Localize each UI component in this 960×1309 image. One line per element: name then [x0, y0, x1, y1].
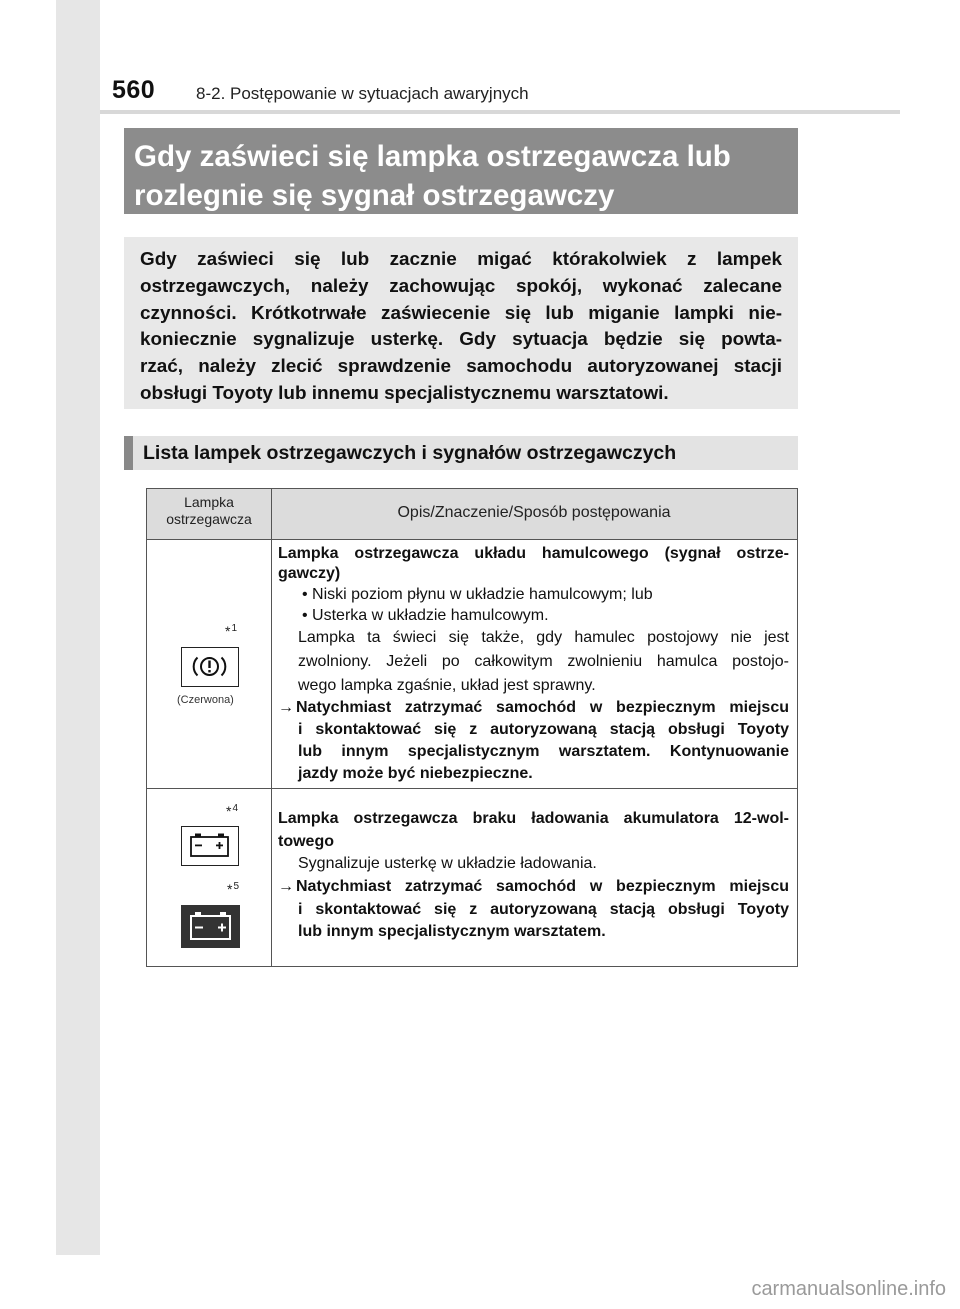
- table-header-lamp-line2: ostrzegawcza: [166, 511, 252, 527]
- row2-title-line2: towego: [278, 833, 334, 850]
- table-header-row: [147, 489, 797, 540]
- intro-line: koniecznie sygnalizuje usterkę. Gdy sytuacja będzie się powta-: [140, 329, 782, 351]
- warning-lights-table: [146, 488, 798, 967]
- subsection-heading: Lista lampek ostrzegawczych i sygnałów ostrzegawczych: [124, 436, 798, 470]
- row1-action-line3: lub innym specjalistycznym warsztatem. Kontynuowanie: [298, 743, 789, 760]
- row2-action-line1: Natychmiast zatrzymać samochód w bezpiecznym miejscu: [296, 878, 789, 895]
- row2-title-line1: Lampka ostrzegawcza braku ładowania akumulatora 12-wol-: [278, 810, 789, 827]
- title-line-2: rozlegnie się sygnał ostrzegawczy: [134, 179, 615, 212]
- title-line-1: Gdy zaświeci się lampka ostrzegawcza lub: [134, 140, 731, 173]
- footnote-marker: *$^1$: [225, 623, 238, 639]
- intro-line: ostrzegawczych, należy zachowując spokój, wykonać zalecane: [140, 275, 782, 297]
- intro-line: czynności. Krótkotrwałe zaświecenie się lub miganie lampki nie-: [140, 302, 782, 324]
- row1-action-line4: jazdy może być niebezpieczne.: [298, 765, 533, 782]
- row1-note-line1: Lampka ta świeci się także, gdy hamulec postojowy nie jest: [298, 629, 789, 646]
- row1-title-line2: gawczy): [278, 565, 341, 582]
- battery-warning-icon: [181, 905, 240, 948]
- footnote-marker: *$^5$: [227, 881, 240, 897]
- brake-warning-icon: [181, 647, 239, 687]
- section-title-box: [124, 128, 798, 214]
- row1-note-line3: wego lampka zgaśnie, układ jest sprawny.: [298, 677, 596, 694]
- watermark: carmanualsonline.info: [751, 1278, 946, 1300]
- lamp-color-caption: (Czerwona): [177, 694, 234, 706]
- row1-action-line1: Natychmiast zatrzymać samochód w bezpiecznym miejscu: [296, 699, 789, 716]
- intro-line: obsługi Toyoty lub innemu specjalistycznemu warsztatowi.: [140, 382, 669, 404]
- row-divider: [147, 788, 797, 789]
- row1-bullet: • Niski poziom płynu w układzie hamulcowym; lub: [302, 586, 653, 603]
- intro-line: Gdy zaświeci się lub zacznie migać którakolwiek z lampek: [140, 249, 782, 270]
- table-header-lamp: [147, 494, 271, 528]
- side-strip: [56, 0, 100, 1255]
- header-divider: [100, 110, 900, 114]
- row1-arrow-icon: →: [278, 699, 294, 716]
- intro-box: [124, 237, 798, 409]
- table-header-lamp-line1: Lampka: [184, 494, 234, 510]
- chapter-title: 8-2. Postępowanie w sytuacjach awaryjnych: [196, 84, 529, 103]
- row1-action-line2: i skontaktować się z autoryzowaną stacją obsługi Toyoty: [298, 721, 789, 738]
- page-number: 560: [112, 76, 156, 104]
- footnote-marker: *$^4$: [226, 803, 239, 819]
- table-header-description: Opis/Znaczenie/Sposób postępowania: [397, 504, 671, 521]
- row2-action-line3: lub innym specjalistycznym warsztatem.: [298, 923, 606, 940]
- row1-note-line2: zwolniony. Jeżeli po całkowitym zwolnieniu hamulca postojo-: [298, 653, 789, 670]
- intro-line: rzać, należy zlecić sprawdzenie samochodu autoryzowanej stacji: [140, 356, 782, 378]
- row2-action-line2: i skontaktować się z autoryzowaną stacją obsługi Toyoty: [298, 901, 789, 918]
- row1-title-line1: Lampka ostrzegawcza układu hamulcowego (sygnał ostrze-: [278, 545, 789, 562]
- row2-arrow-icon: →: [278, 878, 294, 895]
- row1-bullet: • Usterka w układzie hamulcowym.: [302, 607, 549, 624]
- row2-description: Sygnalizuje usterkę w układzie ładowania.: [298, 855, 597, 872]
- column-divider: [271, 489, 272, 966]
- battery-warning-icon: [181, 826, 239, 866]
